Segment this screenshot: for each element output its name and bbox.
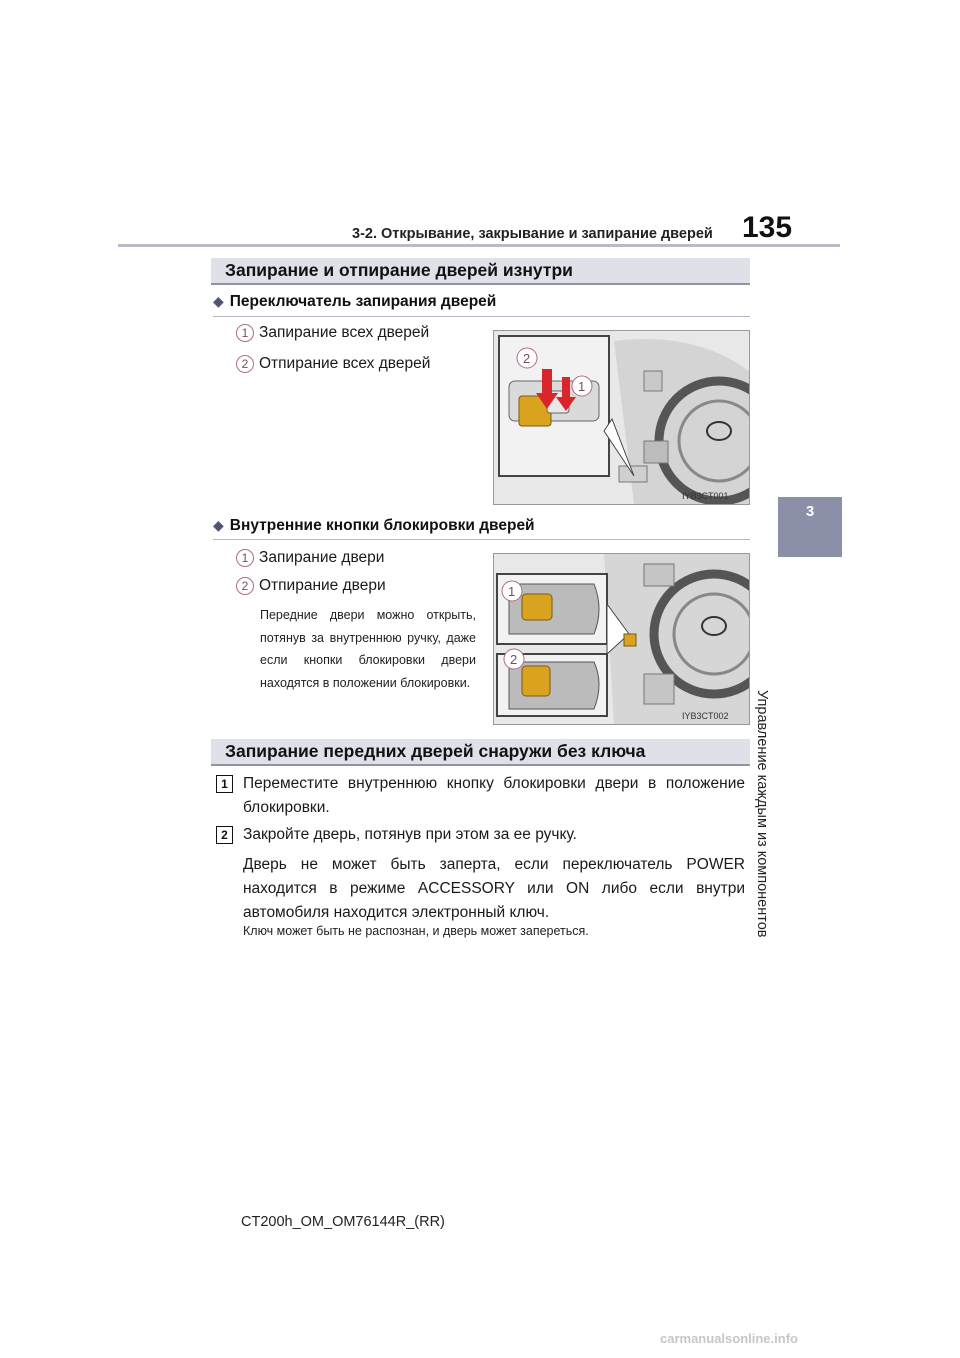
small-note: Ключ может быть не распознан, и дверь может запереться. — [243, 924, 589, 938]
item-text: Запирание всех дверей — [259, 324, 430, 341]
footer-doc-code: CT200h_OM_OM76144R_(RR) — [241, 1214, 445, 1230]
subheading-inside-lock-buttons — [213, 517, 535, 535]
step-text: Закройте дверь, потянув при этом за ее ручку. — [243, 826, 577, 843]
header-divider — [118, 244, 840, 247]
svg-text:1: 1 — [508, 584, 516, 599]
subheading-divider — [213, 316, 750, 317]
item-number-circle: 1 — [236, 549, 254, 567]
watermark: carmanualsonline.info — [660, 1331, 798, 1346]
lock-button-illustration — [493, 553, 750, 725]
step-text: Переместите внутреннюю кнопку блокировки двери в положение блокировки. — [243, 775, 745, 816]
image-code: IYB3CT002 — [682, 711, 729, 721]
step-number-box: 1 — [216, 775, 233, 793]
section-title-inside: Запирание и отпирание дверей изнутри — [211, 258, 750, 285]
diamond-bullet-icon: ◆ — [213, 293, 224, 309]
subheading-text: Внутренние кнопки блокировки дверей — [229, 517, 535, 534]
section-header: 3-2. Открывание, закрывание и запирание дверей — [352, 226, 713, 242]
image-code: IYB3CT001 — [682, 491, 729, 501]
svg-text:2: 2 — [523, 351, 531, 366]
item-text: Отпирание всех дверей — [259, 355, 431, 372]
subheading-lock-switch — [213, 293, 496, 311]
svg-text:1: 1 — [578, 379, 586, 394]
item-number-circle: 2 — [236, 577, 254, 595]
svg-text:2: 2 — [510, 652, 518, 667]
chapter-tab-label: Управление каждым из компонентов — [754, 690, 770, 938]
item-number-circle: 1 — [236, 324, 254, 342]
body-paragraph: Дверь не может быть заперта, если переключатель POWER находится в режиме ACCESSORY или ON либо если внутри автомобиля находится электронный ключ. — [243, 856, 745, 921]
diamond-bullet-icon: ◆ — [213, 517, 224, 533]
page-number: 135 — [742, 211, 793, 244]
item-number-circle: 2 — [236, 355, 254, 373]
item-text: Запирание двери — [259, 549, 385, 566]
subheading-text: Переключатель запирания дверей — [229, 293, 497, 310]
chapter-tab: 3 — [778, 497, 842, 557]
lock-switch-illustration — [493, 330, 750, 505]
section-title-outside: Запирание передних дверей снаружи без ключа — [211, 739, 750, 766]
subheading-divider — [213, 539, 750, 540]
step-number-box: 2 — [216, 826, 233, 844]
item-text: Отпирание двери — [259, 577, 386, 594]
note-paragraph: Передние двери можно открыть, потянув за внутреннюю ручку, даже если кнопки блокировки двери находятся в положении блокировки. — [260, 608, 476, 690]
